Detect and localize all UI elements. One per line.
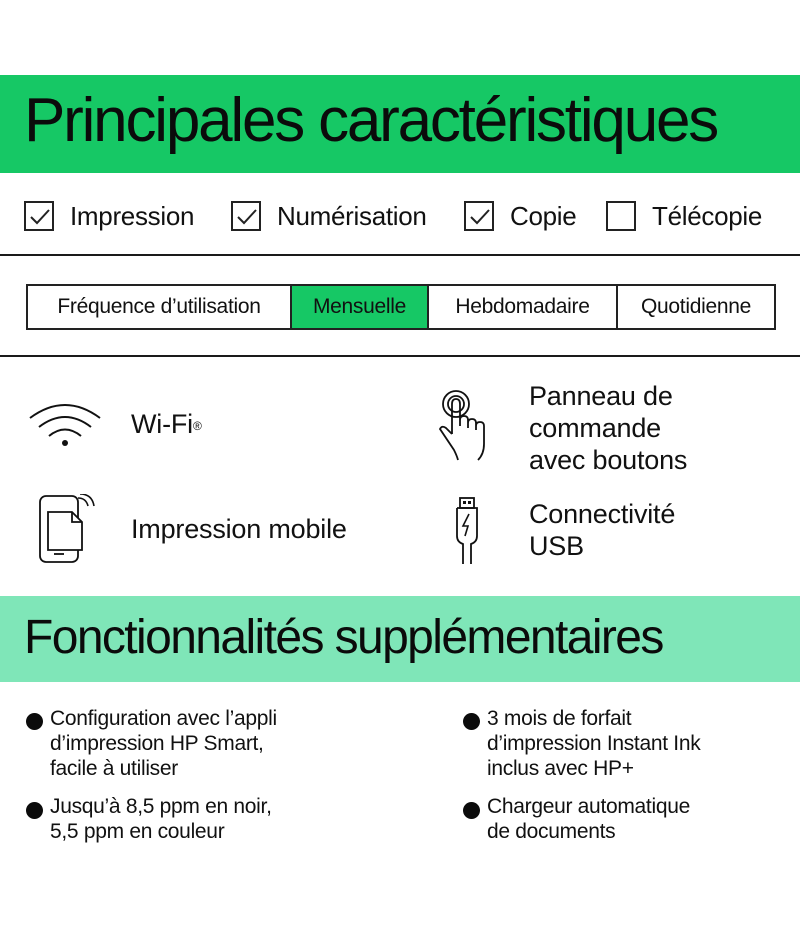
bullet-icon	[26, 713, 43, 730]
usage-frequency-label: Fréquence d’utilisation	[28, 286, 292, 328]
extra-feature-item: Configuration avec l’appli d’impression HP Smart, facile à utiliser	[50, 707, 277, 780]
control-panel-label: Panneau de commande avec boutons	[529, 381, 688, 475]
mobile-print-label: Impression mobile	[131, 514, 347, 544]
function-label: Télécopie	[652, 200, 763, 231]
extra-features-title: Fonctionnalités supplémentaires	[24, 611, 663, 664]
extra-features-banner	[0, 596, 800, 682]
function-label: Impression	[70, 200, 195, 231]
usb-icon	[453, 496, 481, 569]
usage-frequency-table	[26, 284, 776, 330]
bullet-icon	[26, 802, 43, 819]
touch-hand-icon	[438, 388, 494, 467]
function-telecopie	[606, 196, 762, 236]
usb-label: Connectivité USB	[529, 499, 676, 561]
mobile-print-icon	[38, 494, 96, 569]
usage-option-daily: Quotidienne	[641, 295, 751, 318]
bullet-icon	[463, 713, 480, 730]
extra-feature-item: Jusqu’à 8,5 ppm en noir, 5,5 ppm en couleur	[50, 795, 272, 843]
function-label: Numérisation	[277, 200, 427, 231]
check-icon	[464, 201, 494, 231]
extra-feature-item: 3 mois de forfait d’impression Instant Ink inclus avec HP+	[487, 707, 701, 780]
function-numerisation	[231, 196, 427, 236]
function-copie	[464, 196, 576, 236]
usage-option-monthly: Mensuelle	[292, 286, 429, 328]
divider	[0, 355, 800, 357]
usage-option-weekly: Hebdomadaire	[429, 286, 618, 328]
function-label: Copie	[510, 200, 577, 231]
function-impression	[24, 196, 194, 236]
main-features-title: Principales caractéristiques	[24, 86, 718, 155]
functions-row	[0, 196, 800, 236]
check-icon	[24, 201, 54, 231]
check-icon	[231, 201, 261, 231]
divider	[0, 254, 800, 256]
extra-feature-item: Chargeur automatique de documents	[487, 795, 690, 843]
main-features-banner	[0, 75, 800, 173]
bullet-icon	[463, 802, 480, 819]
wifi-icon	[26, 402, 104, 453]
wifi-label: Wi-Fi®	[131, 409, 202, 439]
empty-checkbox-icon	[606, 201, 636, 231]
